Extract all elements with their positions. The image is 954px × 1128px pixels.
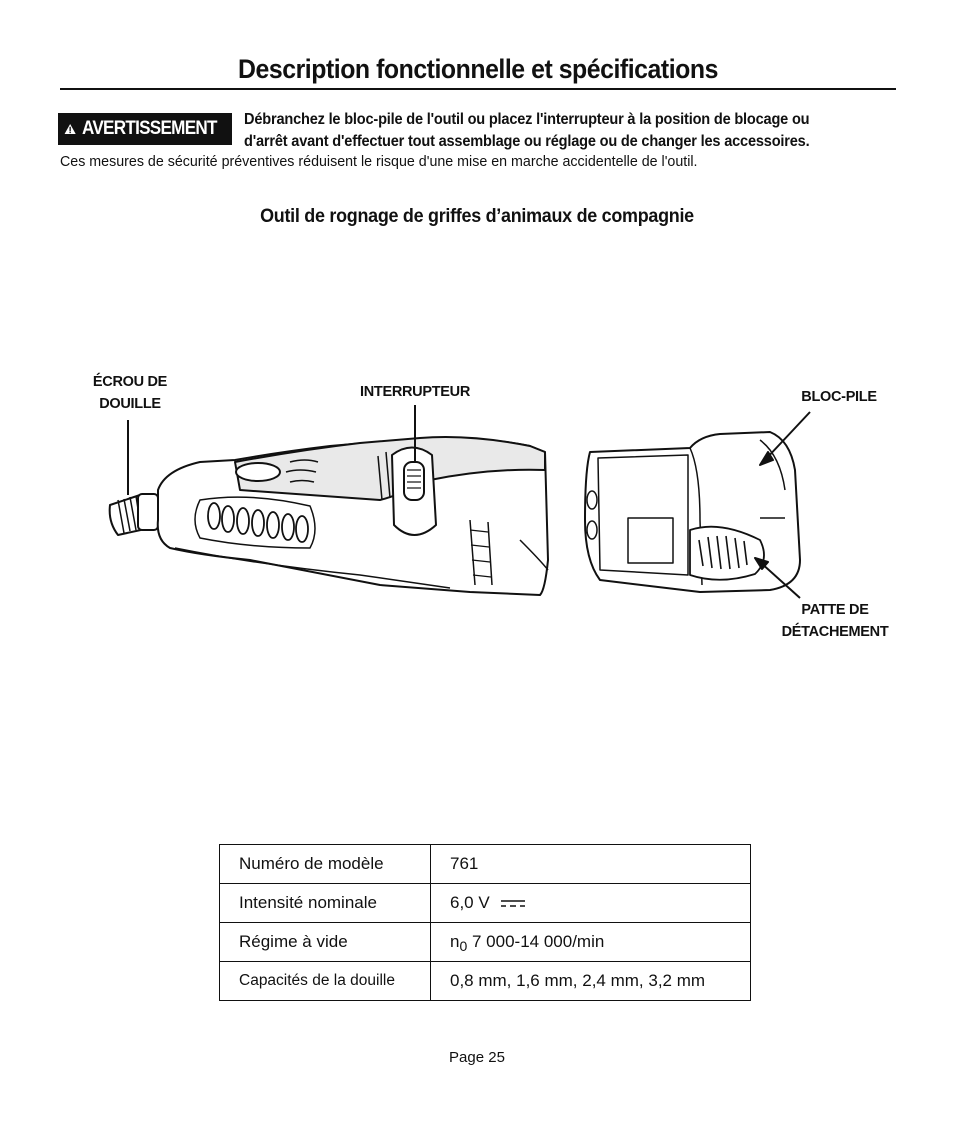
table-row	[220, 845, 751, 884]
spec-value: 761	[431, 845, 751, 884]
table-row	[220, 884, 751, 923]
spec-prefix: n	[450, 932, 460, 951]
spec-label: Capacités de la douille	[220, 962, 431, 1001]
spec-value: 0,8 mm, 1,6 mm, 2,4 mm, 3,2 mm	[431, 962, 751, 1001]
callout-switch: INTERRUPTEUR	[360, 384, 470, 400]
battery-drawing	[585, 412, 810, 598]
callout-collet-nut-line-1: ÉCROU DE	[92, 374, 168, 390]
callout-release-line-2: DÉTACHEMENT	[781, 624, 889, 640]
spec-label: Numéro de modèle	[220, 845, 431, 884]
spec-value: 6,0 V	[450, 893, 490, 912]
callout-release-line-1: PATTE DE	[801, 602, 869, 618]
callout-collet-nut-line-2: DOUILLE	[99, 396, 161, 412]
spec-table	[219, 844, 751, 1001]
spec-value: 7 000-14 000/min	[472, 932, 605, 951]
spec-subscript: 0	[459, 938, 468, 954]
warning-line-2: d'arrêt avant d'effectuer tout assemblage ou réglage ou de changer les accessoires.	[244, 133, 810, 150]
page-title: Description fonctionnelle et spécifications	[238, 54, 718, 84]
table-row	[220, 962, 751, 1001]
collet-nut-drawing	[110, 494, 158, 535]
spec-value-cell	[431, 884, 751, 923]
warning-line-1: Débranchez le bloc-pile de l'outil ou placez l'interrupteur à la position de blocage ou	[244, 111, 810, 128]
safety-note: Ces mesures de sécurité préventives réduisent le risque d'une mise en marche accidentelle de l'outil.	[60, 153, 698, 170]
warning-label: AVERTISSEMENT	[82, 118, 218, 139]
dc-current-icon	[500, 899, 528, 909]
page-number: Page 25	[449, 1049, 505, 1066]
spec-label: Intensité nominale	[220, 884, 431, 923]
callout-battery: BLOC-PILE	[801, 389, 877, 405]
section-subtitle: Outil de rognage de griffes d’animaux de compagnie	[260, 205, 694, 227]
table-row	[220, 923, 751, 962]
spec-value-cell	[431, 923, 751, 962]
spec-label: Régime à vide	[220, 923, 431, 962]
